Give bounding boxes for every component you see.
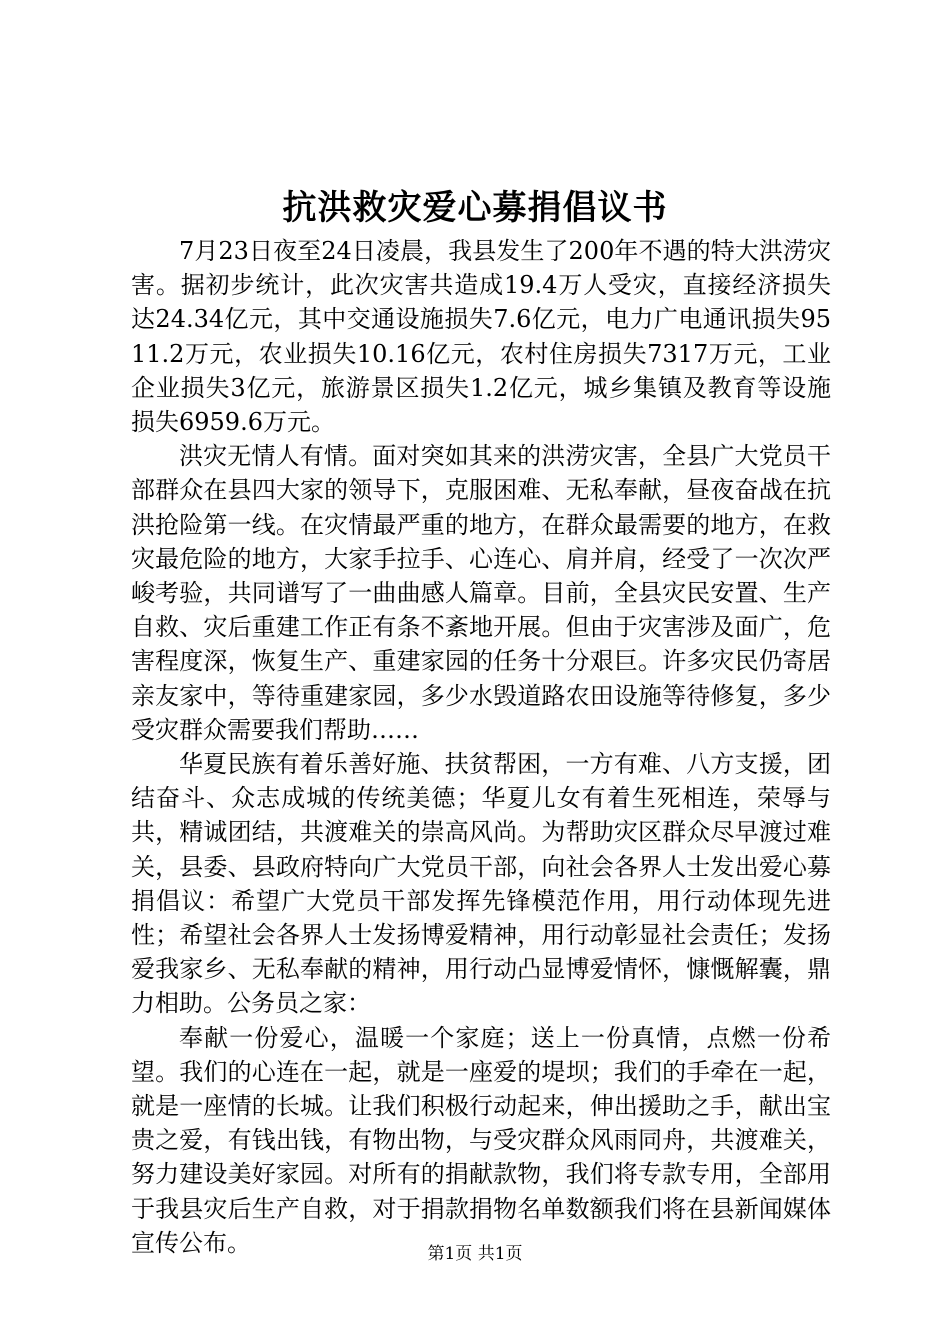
page-footer <box>0 1242 950 1266</box>
document-title: 抗洪救灾爱心募捐倡议书 <box>282 188 668 228</box>
document-body <box>131 234 831 1260</box>
page-number-indicator: 第1页 共1页 <box>427 1244 523 1264</box>
paragraph-2: 洪灾无情人有情。面对突如其来的洪涝灾害，全县广大党员干部群众在县四大家的领导下，克服困难、无私奉献，昼夜奋战在抗洪抢险第一线。在灾情最严重的地方，在群众最需要的地方，在救灾最危险的地方，大家手拉手、心连心、肩并肩，经受了一次次严峻考验，共同谱写了一曲曲感人篇章。目前，全县灾民安置、生产自救、灾后重建工作正有条不紊地开展。但由于灾害涉及面广，危害程度深，恢复生产、重建家园的任务十分艰巨。许多灾民仍寄居亲友家中，等待重建家园，多少水毁道路农田设施等待修复，多少受灾群众需要我们帮助…… <box>131 442 831 744</box>
paragraph-3: 华夏民族有着乐善好施、扶贫帮困，一方有难、八方支援，团结奋斗、众志成城的传统美德；华夏儿女有着生死相连，荣辱与共，精诚团结，共渡难关的崇高风尚。为帮助灾区群众尽早渡过难关，县委、县政府特向广大党员干部，向社会各界人士发出爱心募捐倡议：希望广大党员干部发挥先锋模范作用，用行动体现先进性；希望社会各界人士发扬博爱精神，用行动彰显社会责任；发扬爱我家乡、无私奉献的精神，用行动凸显博爱情怀，慷慨解囊，鼎力相助。公务员之家： <box>131 750 831 1018</box>
paragraph-4: 奉献一份爱心，温暖一个家庭；送上一份真情，点燃一份希望。我们的心连在一起，就是一座爱的堤坝；我们的手牵在一起，就是一座情的长城。让我们积极行动起来，伸出援助之手，献出宝贵之爱，有钱出钱，有物出物，与受灾群众风雨同舟，共渡难关，努力建设美好家园。对所有的捐献款物，我们将专款专用，全部用于我县灾后生产自救，对于捐款捐物名单数额我们将在县新闻媒体宣传公布。 <box>131 1023 831 1257</box>
paragraph-1: 7月23日夜至24日凌晨，我县发生了200年不遇的特大洪涝灾害。据初步统计，此次灾害共造成19.4万人受灾，直接经济损失达24.34亿元，其中交通设施损失7.6亿元，电力广电通讯损失9511.2万元，农业损失10.16亿元，农村住房损失7317万元，工业企业损失3亿元，旅游景区损失1.2亿元，城乡集镇及教育等设施损失6959.6万元。 <box>131 237 831 437</box>
